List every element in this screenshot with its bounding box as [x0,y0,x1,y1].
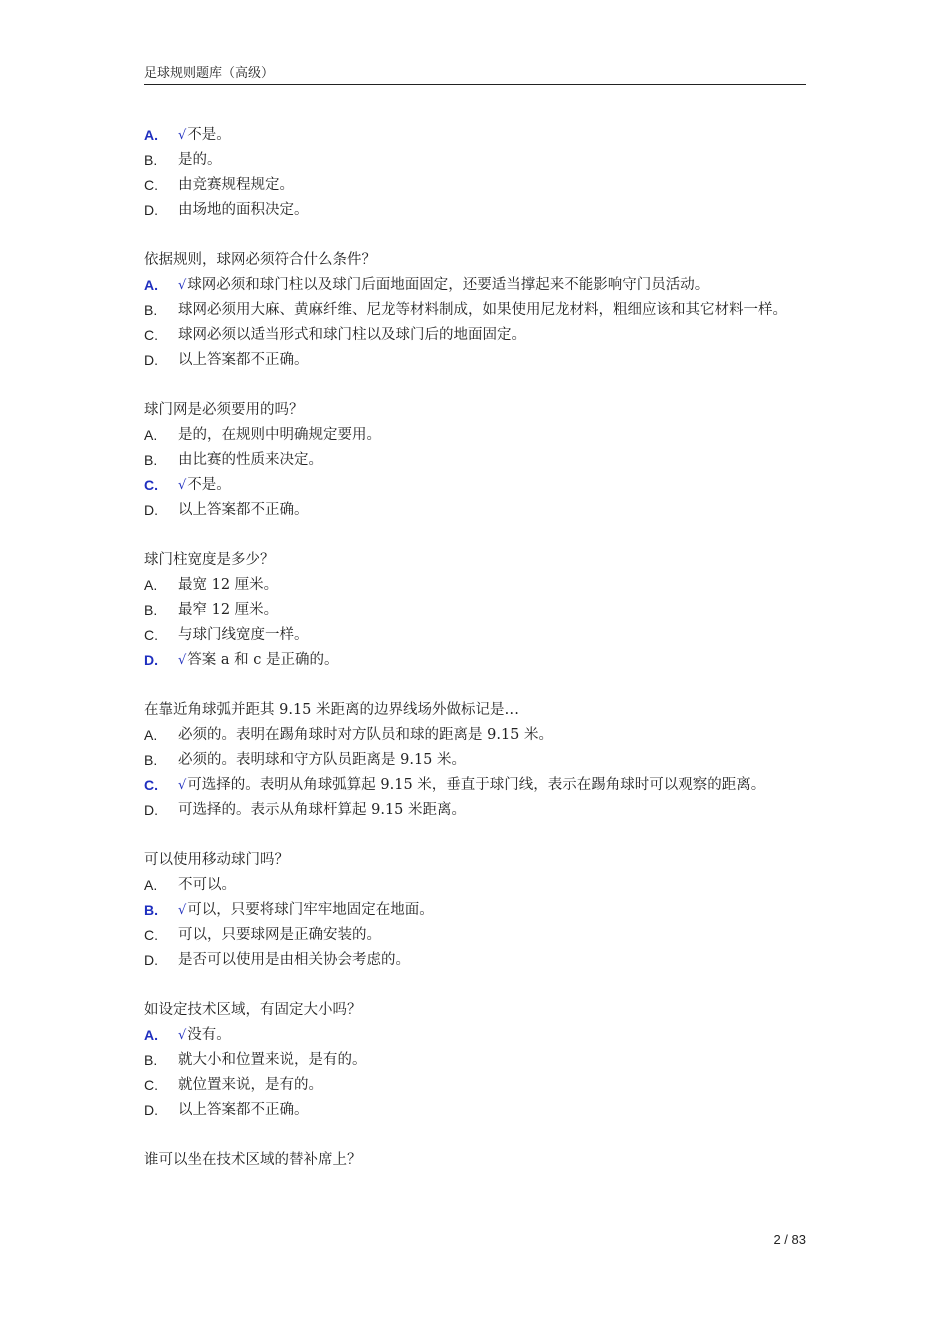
option-letter: C. [144,327,158,343]
header-title: 足球规则题库（高级） [144,66,275,81]
option-text: 不可以。 [178,877,236,893]
check-mark-icon: √ [178,278,187,293]
option-letter: A. [144,1027,158,1043]
option-text: 由比赛的性质来决定。 [178,452,323,468]
question-stem: 在靠近角球弧并距其 9.15 米距离的边界线场外做标记是… [144,702,520,718]
option-letter: D. [144,1102,158,1118]
option-text: 与球门线宽度一样。 [178,627,309,643]
answer-option [144,123,806,148]
answer-option [144,948,806,973]
option-text: 可以，只要将球门牢牢地固定在地面。 [187,902,434,918]
answer-option [144,423,806,448]
option-letter: A. [144,277,158,293]
answer-option [144,873,806,898]
option-letter: B. [144,752,158,768]
answer-option [144,273,806,298]
option-letter: A. [144,877,158,893]
answer-option [144,148,806,173]
option-text: 可选择的。表示从角球杆算起 9.15 米距离。 [178,802,467,818]
question-stem: 依据规则，球网必须符合什么条件？ [144,252,376,268]
answer-option [144,1048,806,1073]
option-letter: A. [144,727,158,743]
option-letter: B. [144,1052,158,1068]
answer-option [144,298,806,323]
option-letter: B. [144,452,158,468]
answer-option [144,348,806,373]
option-letter: B. [144,152,158,168]
answer-option [144,198,806,223]
question-block [144,248,806,373]
answer-option [144,923,806,948]
option-text: 以上答案都不正确。 [178,1102,309,1118]
option-text: 不是。 [187,477,231,493]
option-text: 是否可以使用是由相关协会考虑的。 [178,952,410,968]
question-block [144,848,806,973]
question-block [144,1148,806,1173]
option-text: 由竞赛规程规定。 [178,177,294,193]
option-text: 以上答案都不正确。 [178,352,309,368]
answer-option [144,323,806,348]
option-text: 可选择的。表明从角球弧算起 9.15 米，垂直于球门线，表示在踢角球时可以观察的距离。 [187,777,766,793]
question-stem: 如设定技术区域，有固定大小吗？ [144,1002,362,1018]
option-text: 可以，只要球网是正确安装的。 [178,927,381,943]
option-text: 就大小和位置来说，是有的。 [178,1052,367,1068]
answer-option [144,773,806,798]
option-text: 答案 a 和 c 是正确的。 [187,652,339,668]
option-text: 必须的。表明球和守方队员距离是 9.15 米。 [178,752,467,768]
check-mark-icon: √ [178,653,187,668]
option-letter: C. [144,777,158,793]
answer-option [144,1073,806,1098]
option-letter: C. [144,627,158,643]
option-text: 以上答案都不正确。 [178,502,309,518]
option-text: 球网必须用大麻、黄麻纤维、尼龙等材料制成，如果使用尼龙材料，粗细应该和其它材料一样。 [178,302,787,318]
answer-option [144,723,806,748]
answer-option [144,473,806,498]
option-text: 必须的。表明在踢角球时对方队员和球的距离是 9.15 米。 [178,727,554,743]
option-text: 不是。 [187,127,231,143]
answer-option [144,573,806,598]
option-text: 由场地的面积决定。 [178,202,309,218]
answer-option [144,448,806,473]
option-letter: D. [144,802,158,818]
option-text: 球网必须和球门柱以及球门后面地面固定，还要适当撑起来不能影响守门员活动。 [187,277,710,293]
option-letter: A. [144,577,158,593]
option-letter: C. [144,177,158,193]
option-letter: D. [144,652,158,668]
option-letter: D. [144,352,158,368]
option-letter: D. [144,952,158,968]
check-mark-icon: √ [178,903,187,918]
option-text: 最窄 12 厘米。 [178,602,279,618]
option-text: 是的。 [178,152,222,168]
answer-option [144,598,806,623]
check-mark-icon: √ [178,478,187,493]
answer-option [144,173,806,198]
page-header [144,64,806,85]
option-letter: C. [144,927,158,943]
option-text: 没有。 [187,1027,231,1043]
option-letter: B. [144,302,158,318]
answer-option [144,1023,806,1048]
answer-option [144,623,806,648]
question-stem: 谁可以坐在技术区域的替补席上？ [144,1152,362,1168]
question-stem: 球门柱宽度是多少？ [144,552,275,568]
question-block [144,398,806,523]
question-block [144,998,806,1123]
option-letter: C. [144,477,158,493]
answer-option [144,1098,806,1123]
question-stem: 球门网是必须要用的吗？ [144,402,304,418]
question-list [144,123,806,1198]
option-letter: A. [144,427,158,443]
option-text: 最宽 12 厘米。 [178,577,279,593]
answer-option [144,898,806,923]
question-block [144,123,806,223]
option-letter: B. [144,602,158,618]
option-text: 球网必须以适当形式和球门柱以及球门后的地面固定。 [178,327,526,343]
option-letter: D. [144,202,158,218]
option-letter: B. [144,902,158,918]
option-letter: A. [144,127,158,143]
option-letter: D. [144,502,158,518]
check-mark-icon: √ [178,778,187,793]
answer-option [144,648,806,673]
answer-option [144,798,806,823]
question-block [144,548,806,673]
answer-option [144,748,806,773]
check-mark-icon: √ [178,1028,187,1043]
check-mark-icon: √ [178,128,187,143]
question-stem: 可以使用移动球门吗？ [144,852,289,868]
option-text: 就位置来说，是有的。 [178,1077,323,1093]
page-number: 2 / 83 [773,1232,806,1247]
question-block [144,698,806,823]
option-text: 是的，在规则中明确规定要用。 [178,427,381,443]
answer-option [144,498,806,523]
option-letter: C. [144,1077,158,1093]
